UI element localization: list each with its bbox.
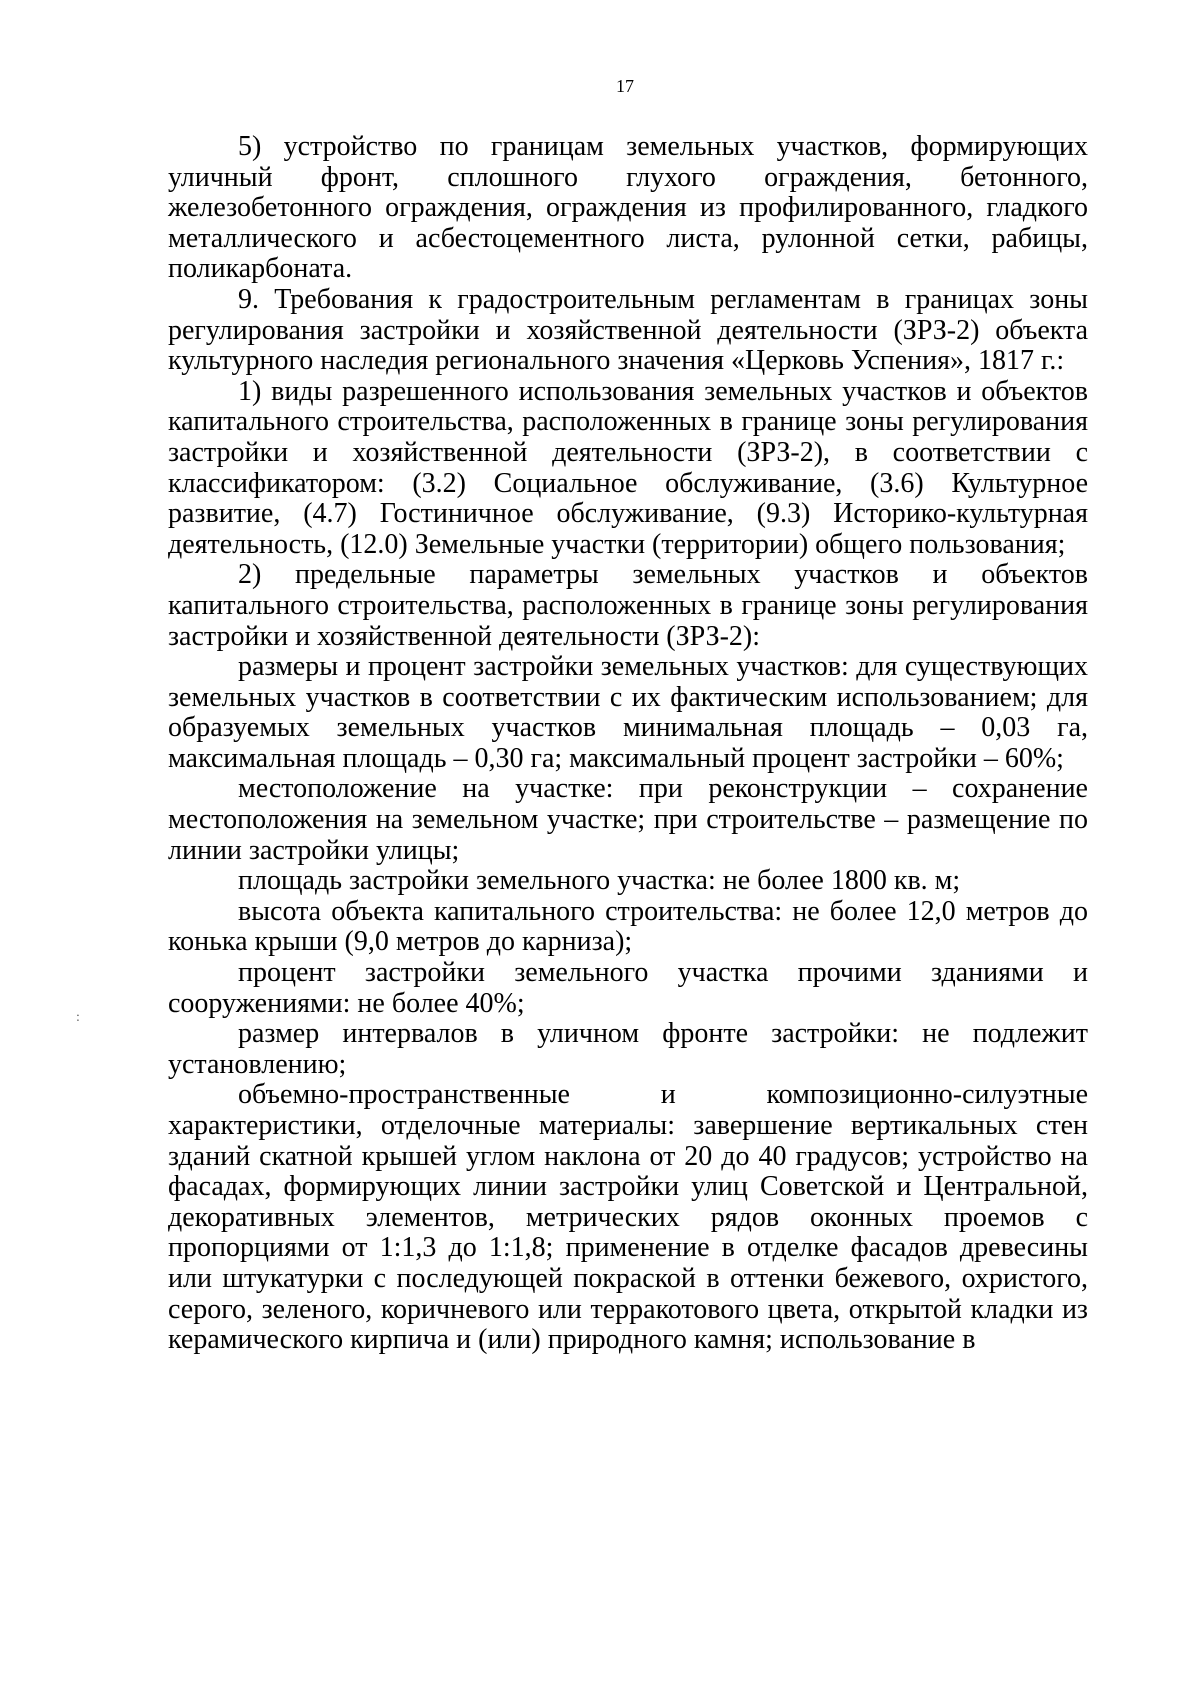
paragraph-height: высота объекта капитального строительства: не более 12,0 метров до конька крыши (9,0 метров до карниза); <box>168 895 1088 958</box>
paragraph-intervals: размер интервалов в уличном фронте застройки: не подлежит установлению; <box>168 1018 1088 1080</box>
paragraph-limit-parameters: 2) предельные параметры земельных участков и объектов капитального строительства, расположенных в границе зоны регулирования застройки и хозяйственной деятельности (ЗРЗ-2): <box>168 559 1088 652</box>
paragraph-plot-size: размеры и процент застройки земельных участков: для существующих земельных участков в соответствии с их фактическим использованием; для образуемых земельных участков минимальная площадь – 0,03 га, максимальная площадь – 0,30 га; максимальный процент застройки – 60%; <box>168 651 1088 774</box>
margin-mark: : <box>76 1010 80 1025</box>
paragraph-fence-requirements: 5) устройство по границам земельных участков, формирующих уличный фронт, сплошного глухого ограждения, бетонного, железобетонного ограждения, ограждения из профилированного, гладкого металлического и асбестоцементного листа, рулонной сетки, рабицы, поликарбоната. <box>168 131 1088 285</box>
paragraph-permitted-use: 1) виды разрешенного использования земельных участков и объектов капитального строительства, расположенных в границе зоны регулирования застройки и хозяйственной деятельности (ЗРЗ-2), в соответствии с классификатором: (3.2) Социальное обслуживание, (3.6) Культурное развитие, (4.7) Гостиничное обслуживание, (9.3) Историко-культурная деятельность, (12.0) Земельные участки (территории) общего пользования; <box>168 375 1088 560</box>
document-body <box>168 132 1088 1356</box>
paragraph-other-buildings: процент застройки земельного участка прочими зданиями и сооружениями: не более 40%; <box>168 957 1088 1019</box>
paragraph-volume-characteristics: объемно-пространственные и композиционно-силуэтные характеристики, отделочные материалы: завершение вертикальных стен зданий скатной крышей углом наклона от 20 до 40 градусов; устройство на фасадах, формирующих линии застройки улиц Советской и Центральной, декоративных элементов, метрических рядов оконных проемов с пропорциями от 1:1,3 до 1:1,8; применение в отделке фасадов древесины или штукатурки с последующей покраской в оттенки бежевого, охристого, серого, зеленого, коричневого или терракотового цвета, открытой кладки из керамического кирпича и (или) природного камня; использование в <box>168 1079 1088 1356</box>
paragraph-building-area: площадь застройки земельного участка: не более 1800 кв. м; <box>238 865 961 897</box>
paragraph-section-9-heading: 9. Требования к градостроительным регламентам в границах зоны регулирования застройки и хозяйственной деятельности (ЗРЗ-2) объекта культурного наследия регионального значения «Церковь Успения», 1817 г.: <box>168 283 1088 377</box>
page-number: 17 <box>616 76 634 96</box>
paragraph-location: местоположение на участке: при реконструкции – сохранение местоположения на земельном участке; при строительстве – размещение по линии застройки улицы; <box>168 773 1088 866</box>
